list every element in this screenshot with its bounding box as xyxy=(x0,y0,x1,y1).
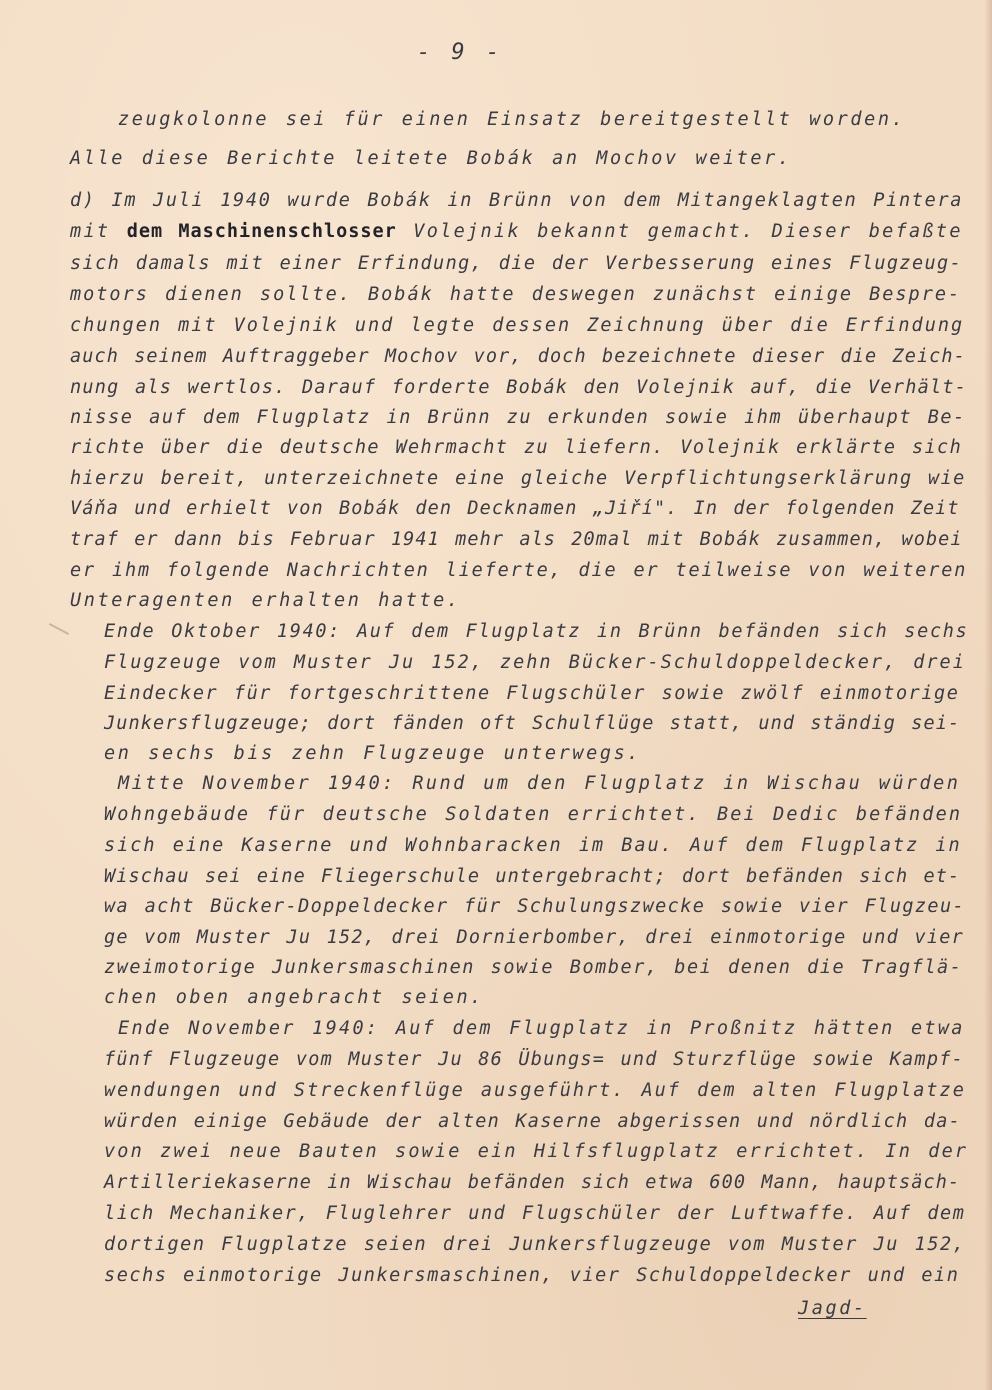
text-line-7: chungen mit Volejnik und legte dessen Zeichnung über die Erfindung xyxy=(70,315,965,336)
text-line-32: wendungen und Streckenflüge ausgeführt. Auf dem alten Flugplatze xyxy=(104,1080,966,1101)
text-line-28: zweimotorige Junkersmaschinen sowie Bomber, bei denen die Tragflä- xyxy=(104,957,963,978)
text-line-30: Ende November 1940: Auf dem Flugplatz in Proßnitz hätten etwa xyxy=(118,1018,965,1039)
text-line-38: sechs einmotorige Junkersmaschinen, vier Schuldoppeldecker und ein xyxy=(104,1265,960,1286)
text-line-9: nung als wertlos. Darauf forderte Bobák den Volejnik auf, die Verhält- xyxy=(70,377,968,398)
text-line-27: ge vom Muster Ju 152, drei Dornierbomber, drei einmotorige und vier xyxy=(104,927,964,948)
text-line-29: chen oben angebracht seien. xyxy=(104,987,484,1008)
text-line-21: en sechs bis zehn Flugzeuge unterwegs. xyxy=(104,743,642,764)
text-line-14: traf er dann bis Februar 1941 mehr als 20mal mit Bobák zusammen, wobei xyxy=(70,529,963,550)
text-line-13: Váňa und erhielt von Bobák den Decknamen „Jiří". In der folgenden Zeit xyxy=(70,498,960,519)
text-line-6: motors dienen sollte. Bobák hatte deswegen zunächst einige Bespre- xyxy=(70,284,962,305)
text-line-11: richte über die deutsche Wehrmacht zu liefern. Volejnik erklärte sich xyxy=(70,437,963,458)
text-line-34: von zwei neue Bauten sowie ein Hilfsflugplatz errichtet. In der xyxy=(104,1141,969,1162)
text-line-31: fünf Flugzeuge vom Muster Ju 86 Übungs= und Sturzflüge sowie Kampf- xyxy=(104,1049,964,1070)
text-line-23: Wohngebäude für deutsche Soldaten errichtet. Bei Dedic befänden xyxy=(104,804,963,825)
text-line-12: hierzu bereit, unterzeichnete eine gleiche Verpflichtungserklärung wie xyxy=(70,468,966,489)
text-line-4 xyxy=(70,220,963,244)
text-line-26: wa acht Bücker-Doppeldecker für Schulungszwecke sowie vier Flugzeu- xyxy=(104,896,966,917)
text-line-35: Artilleriekaserne in Wischau befänden sich etwa 600 Mann, hauptsäch- xyxy=(104,1172,961,1193)
text-line-18: Flugzeuge vom Muster Ju 152, zehn Bücker-Schuldoppeldecker, drei xyxy=(104,652,966,673)
text-line-1: zeugkolonne sei für einen Einsatz bereitgestellt worden. xyxy=(118,109,906,130)
overstruck-words: dem Maschinenschlosser xyxy=(126,221,397,242)
text-line-19: Eindecker für fortgeschrittene Flugschüler sowie zwölf einmotorige xyxy=(104,683,960,704)
text-line-37: dortigen Flugplatze seien drei Junkersflugzeuge vom Muster Ju 152, xyxy=(104,1234,966,1255)
text-line-3: d) Im Juli 1940 wurde Bobák in Brünn von dem Mitangeklagten Pintera xyxy=(70,190,964,211)
text-line-17: Ende Oktober 1940: Auf dem Flugplatz in Brünn befänden sich sechs xyxy=(104,621,969,642)
text-line-10: nisse auf dem Flugplatz in Brünn zu erkunden sowie ihm überhaupt Be- xyxy=(70,407,966,428)
text-line-15: er ihm folgende Nachrichten lieferte, die er teilweise von weiteren xyxy=(70,560,968,581)
page-edge-shadow xyxy=(984,0,992,1390)
fold-mark xyxy=(49,623,69,635)
catchword: Jagd- xyxy=(798,1298,867,1319)
text-line-25: Wischau sei eine Fliegerschule untergebracht; dort befänden sich et- xyxy=(104,866,961,887)
text-line-2: Alle diese Berichte leitete Bobák an Mochov weiter. xyxy=(70,148,792,169)
text-line-20: Junkersflugzeuge; dort fänden oft Schulflüge statt, und ständig sei- xyxy=(104,713,961,734)
text-line-33: würden einige Gebäude der alten Kaserne abgerissen und nördlich da- xyxy=(104,1111,961,1132)
text-line-22: Mitte November 1940: Rund um den Flugplatz in Wischau würden xyxy=(118,773,961,794)
line4-prefix: mit xyxy=(70,221,111,242)
text-line-24: sich eine Kaserne und Wohnbaracken im Bau. Auf dem Flugplatz in xyxy=(104,835,962,856)
page-number: - 9 - xyxy=(416,40,504,65)
text-line-36: lich Mechaniker, Fluglehrer und Flugschüler der Luftwaffe. Auf dem xyxy=(104,1203,966,1224)
text-line-5: sich damals mit einer Erfindung, die der Verbesserung eines Flugzeug- xyxy=(70,253,963,274)
line4-rest: Volejnik bekannt gemacht. Dieser befaßte xyxy=(413,221,963,242)
text-line-16: Unteragenten erhalten hatte. xyxy=(70,590,461,611)
text-line-8: auch seinem Auftraggeber Mochov vor, doch bezeichnete dieser die Zeich- xyxy=(70,346,966,367)
